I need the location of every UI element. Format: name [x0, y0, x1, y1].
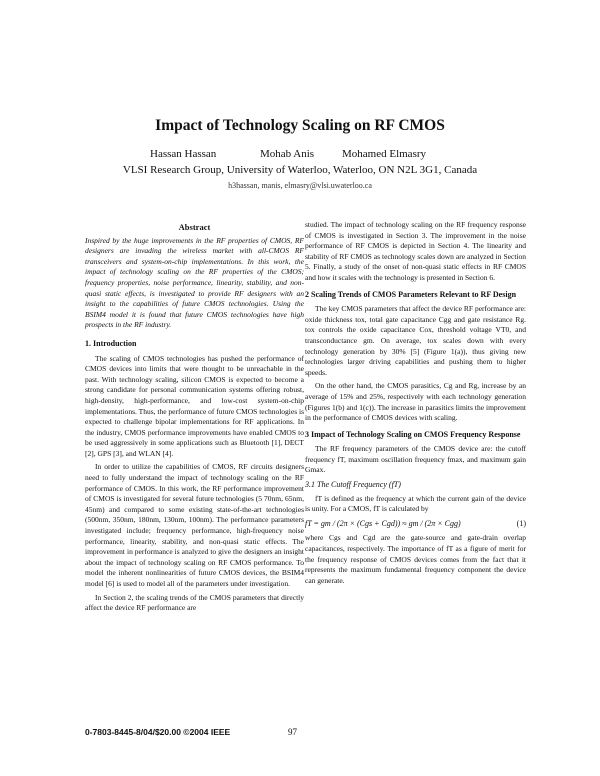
right-column: [305, 220, 526, 589]
equation-1: [305, 519, 526, 530]
author-emails: h3hassan, manis, elmasry@vlsi.uwaterloo.ca: [228, 181, 372, 190]
intro-paragraph-3: In Section 2, the scaling trends of the CMOS parameters that directly affect the device RF performance are: [85, 592, 304, 613]
equation-number: (1): [516, 518, 526, 528]
section-heading-introduction: 1. Introduction: [85, 338, 137, 348]
intro-paragraph-2: In order to utilize the capabilities of CMOS, RF circuits designers need to fully understand the impact of technology scaling on the RF performance of CMOS. In this work, the RF performance improvement of CMOS is investigated for several future technologies (5 70nm, 65nm, 45nm) and compared to some existing state-of-the-art technologies (500nm, 350nm, 180nm, 130nm, 100nm). The performance parameters investigated include; frequency performance, high-frequency noise performance, linearity, stability, and non-quasi static effects. The improvement in performance is analyzed to give the designers an insight about the impact of technology scaling on RF CMOS performance. To model the inherent nonlinearities of future CMOS devices, the BSIM4 model [6] is used to model all of the parameters under investigation.: [85, 462, 304, 588]
section-2-paragraph-2: On the other hand, the CMOS parasitics, Cg and Rg, increase by an average of 15% and 25%, respectively with each technology generation (Figures 1(b) and 1(c)). The increase in parasitics limits the improvement in the performance of CMOS devices with scaling.: [305, 381, 526, 423]
author-name: Hassan Hassan: [150, 148, 217, 160]
section-3-1-paragraph-1: fT is defined as the frequency at which the current gain of the device is unity. For a CMOS, fT is calculated by: [305, 493, 526, 514]
equation-expression: fT = gm / (2π × (Cgs + Cgd)) ≈ gm / (2π × Cgg): [305, 518, 461, 528]
paper-title: Impact of Technology Scaling on RF CMOS: [155, 117, 445, 134]
page-number: 97: [288, 727, 297, 737]
section-3-paragraph-1: The RF frequency parameters of the CMOS device are: the cutoff frequency fT, maximum oscillation frequency fmax, and maximum gain Gmax.: [305, 444, 526, 475]
footer-isbn: 0-7803-8445-8/04/$20.00 ©2004 IEEE: [85, 727, 231, 737]
intro-paragraph-1: The scaling of CMOS technologies has pushed the performance of CMOS devices into limits that were thought to be unreachable in the past. With technology scaling, silicon CMOS is expected to become a strong candidate for personal communication systems offering robust, high-density, high-performance, and low-cost system-on-chip implementations. Thus, the performance of future CMOS technologies is expected to challenge bipolar implementations for RF applications. In the industry, CMOS performance improvements have enabled CMOS to be used aggressively in some applications such as Bluetooth [1], DECT [2], GPS [3], and WLAN [4].: [85, 353, 304, 458]
subsection-heading-3-1: 3.1 The Cutoff Frequency (fT): [305, 480, 401, 490]
intro-continuation: studied. The impact of technology scaling on the RF frequency response of CMOS is investigated in Section 3. The improvement in the noise performance of RF CMOS is depicted in Section 4. The linearity and stability of RF CMOS as technology scales down are analyzed in Section 5. Finally, a study of the onset of non-quasi static effects in RF CMOS and how it scales with the technology is presented in Section 6.: [305, 220, 526, 282]
abstract-heading: Abstract: [178, 222, 211, 232]
section-2-paragraph-1: The key CMOS parameters that affect the device RF performance are: oxide thickness tox, total gate capacitance Cgg and gate resistance Rg. tox controls the oxide capacitance Cox, threshold voltage VT0, and transconductance gm. On average, tox scales down with every technology generation by 30% [5] (Figure 1(a)), thus giving new technologies larger driving capabilities and pushing them to higher speeds.: [305, 304, 526, 377]
left-column: [85, 220, 304, 617]
section-heading-2: 2 Scaling Trends of CMOS Parameters Relevant to RF Design: [305, 289, 517, 299]
author-name: Mohamed Elmasry: [342, 148, 427, 160]
abstract-text: Inspired by the huge improvements in the RF properties of CMOS, RF designers are invading the wireless market with all-CMOS RF transceivers and system-on-chip implementations. In this work, the impact of technology scaling on the RF properties of the CMOS; frequency properties, noise performance, linearity, stability, and non-quasi static effects, is investigated to provide RF designers with an insight to the capabilities of future CMOS technologies. Using the BSIM4 model it is found that future CMOS technologies have high prospects in the RF industry.: [85, 235, 304, 330]
author-name: Mohab Anis: [260, 148, 315, 160]
section-3-1-paragraph-2: where Cgs and Cgd are the gate-source and gate-drain overlap capacitances, respectively. The importance of fT as a figure of merit for the frequency response of CMOS devices comes from the fact that it represents the maximum fundamental frequency component the device can generate.: [305, 533, 526, 585]
affiliation: VLSI Research Group, University of Waterloo, Waterloo, ON N2L 3G1, Canada: [122, 164, 478, 176]
section-heading-3: 3 Impact of Technology Scaling on CMOS Frequency Response: [305, 429, 521, 439]
